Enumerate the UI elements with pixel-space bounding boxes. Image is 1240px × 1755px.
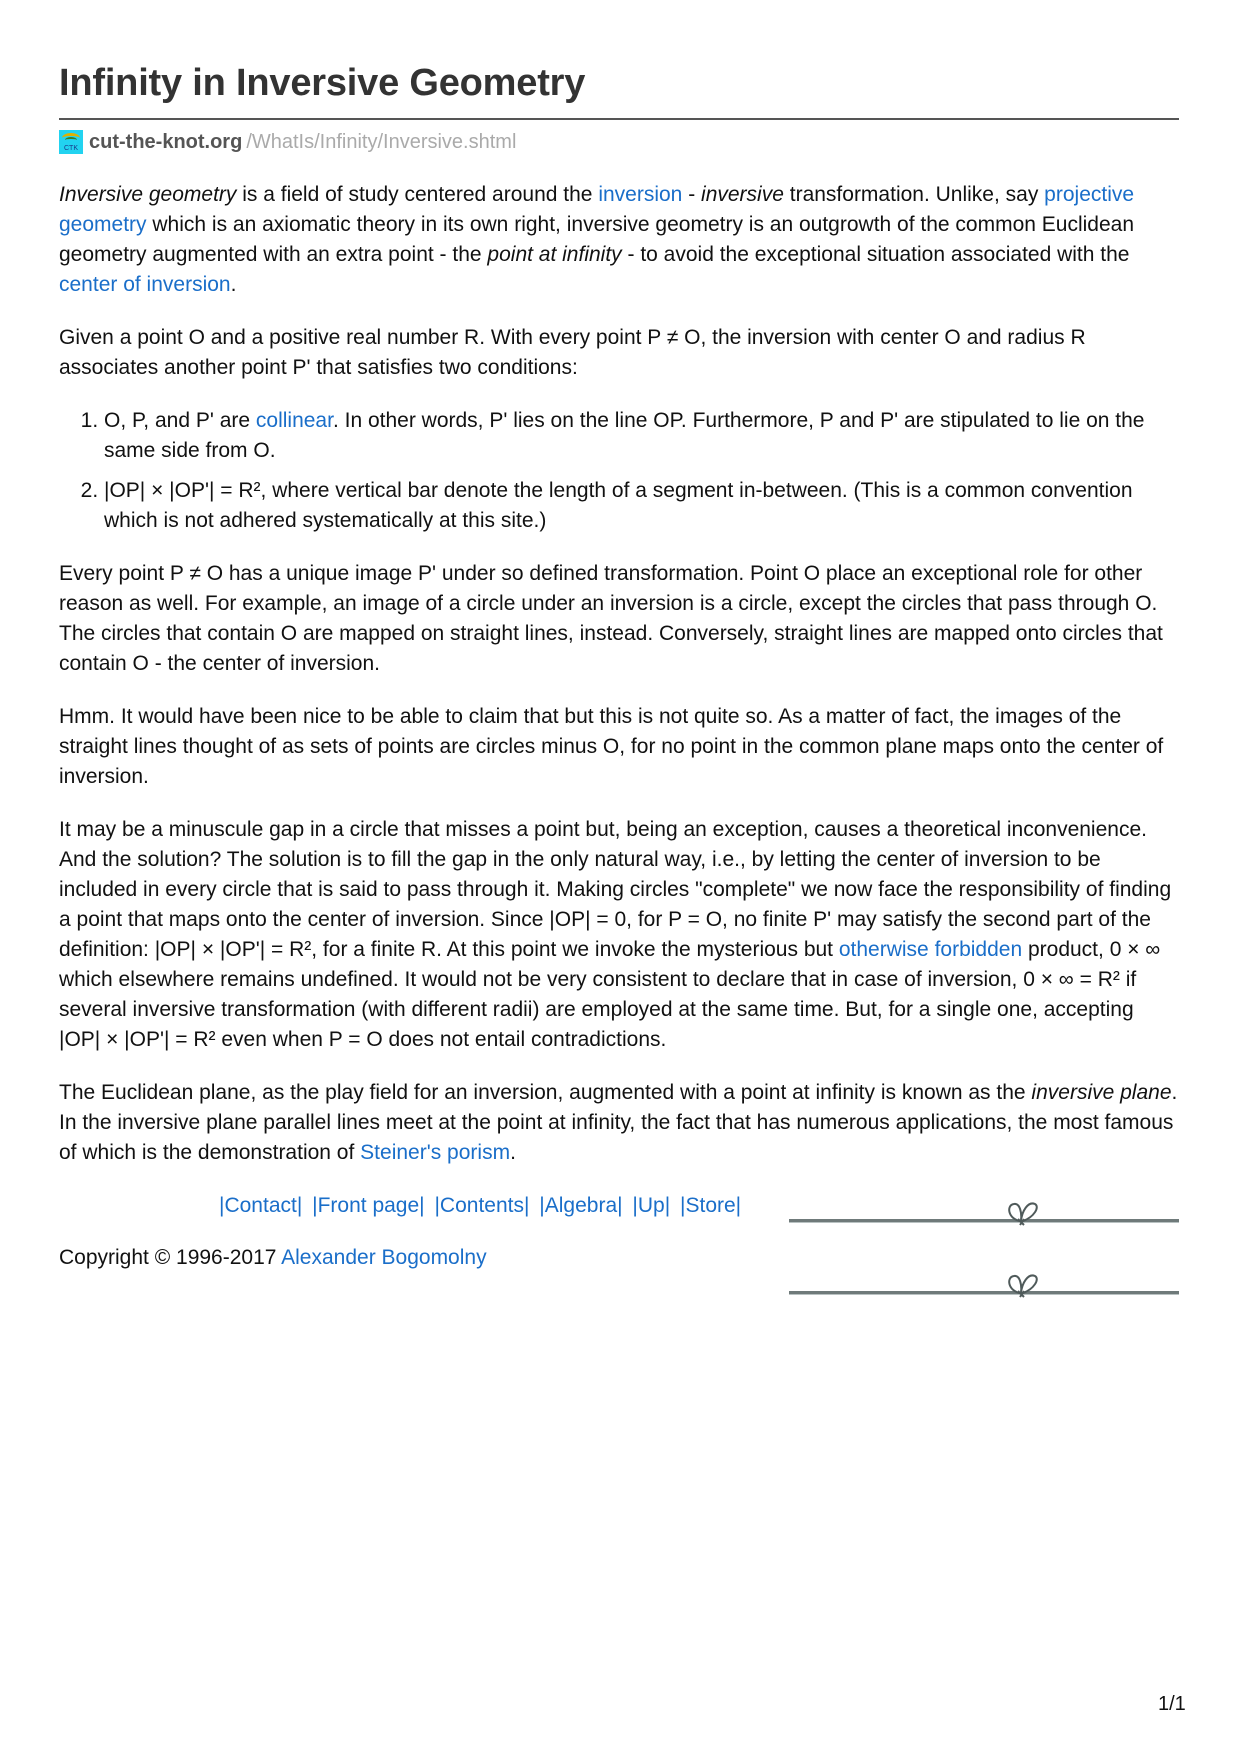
inversion-link[interactable]: inversion	[598, 183, 683, 206]
author-link[interactable]: Alexander Bogomolny	[281, 1246, 487, 1269]
paragraph-unique-image: Every point P ≠ O has a unique image P' under so defined transformation. Point O place an exceptional role for other reason as well. For example, an image of a circle under an inversion is a circle, except the circles that pass through O. The circles that contain O are mapped on straight lines, instead. Conversely, straight lines are mapped onto circles that contain O - the center of inversion.	[59, 562, 1163, 675]
document-page	[59, 58, 1179, 1311]
page-title: Infinity in Inversive Geometry	[59, 62, 586, 104]
up-link[interactable]: |Up|	[632, 1194, 671, 1217]
contact-link[interactable]: |Contact|	[219, 1194, 303, 1217]
title-divider	[59, 118, 1179, 120]
ribbon-divider	[789, 1271, 1179, 1301]
paragraph-gap: It may be a minuscule gap in a circle that misses a point but, being an exception, causes a theoretical inconvenience. And the solution? The solution is to fill the gap in the only natural way, i.e., by letting the center of inversion to be included in every circle that is said to pass through it. Making circles "complete" we now face the responsibility of finding a point that maps onto the center of inversion. Since |OP| = 0, for P = O, no finite P' may satisfy the second part of the definition: |OP| × |OP'| = R², for a finite R. At this point we invoke the mysterious but otherwise forbidden product, 0 × ∞ which elsewhere remains undefined. It would not be very consistent to declare that in case of inversion, 0 × ∞ = R² if several inversive transformation (with different radii) are employed at the same time. But, for a single one, accepting |OP| × |OP'| = R² even when P = O does not entail contradictions.	[59, 818, 1172, 1051]
contents-link[interactable]: |Contents|	[434, 1194, 530, 1217]
page-footer	[59, 1191, 1179, 1311]
site-path: /WhatIs/Infinity/Inversive.shtml	[246, 130, 517, 153]
ribbon-divider	[789, 1199, 1179, 1229]
site-domain-link[interactable]: cut-the-knot.org	[89, 130, 243, 153]
paragraph-intro: Inversive geometry is a field of study centered around the inversion - inversive transformation. Unlike, say projective geometry which is an axiomatic theory in its own right, inversive geometry is an outgrowth of the common Euclidean geometry augmented with an extra point - the point at infinity - to avoid the exceptional situation associated with the center of inversion.	[59, 183, 1135, 296]
paragraph-definition: Given a point O and a positive real number R. With every point P ≠ O, the inversion with center O and radius R associates another point P' that satisfies two conditions:	[59, 326, 1086, 379]
article-body	[59, 180, 1179, 1168]
paragraph-hmm: Hmm. It would have been nice to be able to claim that but this is not quite so. As a matter of fact, the images of the straight lines thought of as sets of points are circles minus O, for no point in the common plane maps onto the center of inversion.	[59, 705, 1164, 788]
projective-geometry-link[interactable]: projective geometry	[59, 183, 1135, 236]
conditions-list	[59, 406, 1179, 536]
ribbon-bow-icon	[1004, 1271, 1040, 1299]
site-favicon-icon: CTK	[59, 130, 83, 154]
list-item: 2. |OP| × |OP'| = R², where vertical bar denote the length of a segment in-between. (This is a common convention which is not adhered systematically at this site.)	[104, 476, 1179, 536]
list-item: 1. O, P, and P' are collinear. In other words, P' lies on the line OP. Furthermore, P and P' are stipulated to lie on the same side from O.	[104, 406, 1179, 466]
source-url	[59, 130, 1179, 154]
collinear-link[interactable]: collinear	[255, 409, 333, 432]
center-of-inversion-link[interactable]: center of inversion	[59, 273, 231, 296]
steiners-porism-link[interactable]: Steiner's porism	[360, 1141, 511, 1164]
algebra-link[interactable]: |Algebra|	[539, 1194, 623, 1217]
footer-nav	[219, 1191, 745, 1221]
front-page-link[interactable]: |Front page|	[312, 1194, 425, 1217]
paragraph-inversive-plane: The Euclidean plane, as the play field for an inversion, augmented with a point at infinity is known as the inversive plane. In the inversive plane parallel lines meet at the point at infinity, the fact that has numerous applications, the most famous of which is the demonstration of Steiner's porism.	[59, 1081, 1178, 1164]
store-link[interactable]: |Store|	[680, 1194, 742, 1217]
copyright: Copyright © 1996-2017 Alexander Bogomolny	[59, 1246, 487, 1269]
ribbon-bow-icon	[1004, 1199, 1040, 1227]
otherwise-forbidden-link[interactable]: otherwise forbidden	[838, 938, 1023, 961]
page-number: 1/1	[1158, 1693, 1186, 1715]
